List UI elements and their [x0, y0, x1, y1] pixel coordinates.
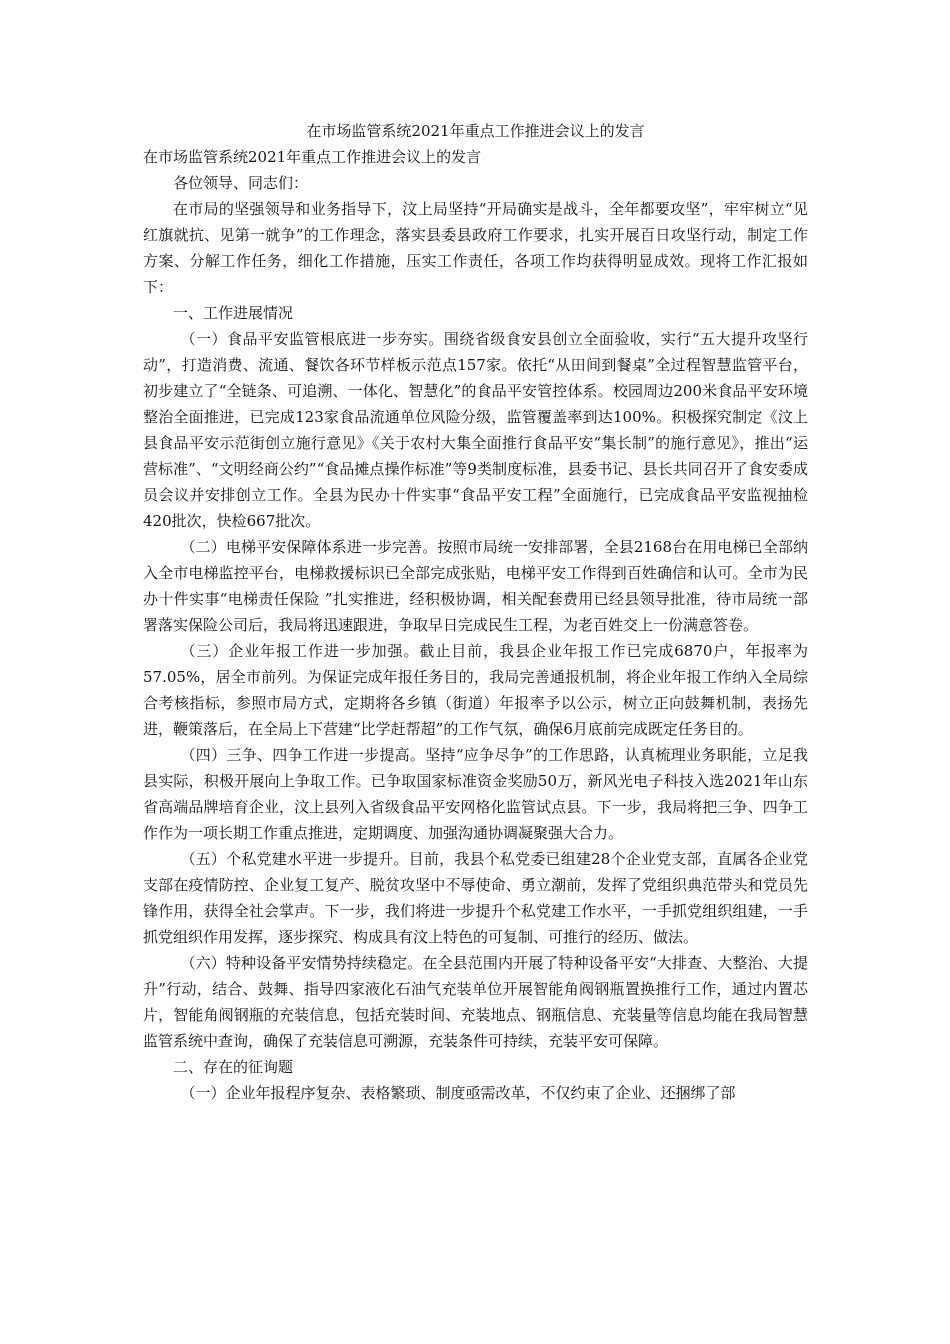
progress-item-5: （五）个私党建水平进一步提升。目前，我县个私党委已组建28个企业党支部，直属各企业党支部在疫情防控、企业复工复产、脱贫攻坚中不辱使命、勇立潮前，发挥了党组织典范带头和党员先锋作用，获得全社会掌声。下一步，我们将进一步提升个私党建工作水平，一手抓党组织组建，一手抓党组织作用发挥，逐步探究、构成具有汶上特色的可复制、可推行的经历、做法。 [143, 850, 808, 946]
progress-item-6: （六）特种设备平安情势持续稳定。在全县范围内开展了特种设备平安“大排查、大整治、大提升”行动，结合、鼓舞、指导四家液化石油气充装单位开展智能角阀钢瓶置换推行工作，通过内置芯片，智能角阀钢瓶的充装信息，包括充装时间、充装地点、钢瓶信息、充装量等信息均能在我局智慧监管系统中查询，确保了充装信息可溯源，充装条件可持续，充装平安可保障。 [143, 954, 808, 1050]
section-heading-problems: 二、存在的征询题 [173, 1058, 294, 1076]
document-subtitle: 在市场监管系统2021年重点工作推进会议上的发言 [143, 148, 482, 166]
progress-item-4: （四）三争、四争工作进一步提高。坚持“应争尽争”的工作思路，认真梳理业务职能，立足我县实际，积极开展向上争取工作。已争取国家标准资金奖励50万，新风光电子科技入选2021年山东省高端品牌培育企业，汶上县列入省级食品平安网格化监管试点县。下一步，我局将把三争、四争工作作为一项长期工作重点推进，定期调度、加强沟通协调凝聚强大合力。 [143, 746, 808, 842]
problem-item-1: （一）企业年报程序复杂、表格繁琐、制度亟需改革，不仅约束了企业、还捆绑了部 [180, 1084, 736, 1102]
document-page [143, 118, 808, 1106]
progress-item-2: （二）电梯平安保障体系进一步完善。按照市局统一安排部署，全县2168台在用电梯已全部纳入全市电梯监控平台，电梯救援标识已全部完成张贴，电梯平安工作得到百姓确信和认可。全市为民办十件实事“电梯责任保险 ”扎实推进，经积极协调，相关配套费用已经县领导批准，待市局统一部署落实保险公司后，我局将迅速跟进，争取早日完成民生工程，为老百姓交上一份满意答卷。 [143, 538, 808, 634]
section-heading-progress: 一、工作进展情况 [173, 304, 294, 322]
intro-paragraph: 在市局的坚强领导和业务指导下，汶上局坚持“开局确实是战斗，全年都要攻坚”，牢牢树立“见红旗就抗、见第一就争”的工作理念，落实县委县政府工作要求，扎实开展百日攻坚行动，制定工作方案、分解工作任务，细化工作措施，压实工作责任，各项工作均获得明显成效。现将工作汇报如下： [143, 200, 808, 296]
greeting: 各位领导、同志们： [173, 174, 309, 192]
document-title: 在市场监管系统2021年重点工作推进会议上的发言 [306, 122, 645, 140]
progress-item-3: （三）企业年报工作进一步加强。截止目前，我县企业年报工作已完成6870户，年报率为57.05%，居全市前列。为保证完成年报任务目的，我局完善通报机制，将企业年报工作纳入全局综合考核指标，参照市局方式，定期将各乡镇（街道）年报率予以公示，树立正向鼓舞机制，表扬先进，鞭策落后，在全局上下营建“比学赶帮超”的工作气氛，确保6月底前完成既定任务目的。 [143, 642, 808, 738]
progress-item-1: （一）食品平安监管根底进一步夯实。围绕省级食安县创立全面验收，实行“五大提升攻坚行动”，打造消费、流通、餐饮各环节样板示范点157家。依托“从田间到餐桌”全过程智慧监管平台，初步建立了“全链条、可追溯、一体化、智慧化”的食品平安管控体系。校园周边200米食品平安环境整治全面推进，已完成123家食品流通单位风险分级，监管覆盖率到达100%。积极探究制定《汶上县食品平安示范街创立施行意见》《关于农村大集全面推行食品平安“集长制”的施行意见》，推出“运营标准”、“文明经商公约”“食品摊点操作标准”等9类制度标准，县委书记、县长共同召开了食安委成员会议并安排创立工作。全县为民办十件实事“食品平安工程”全面施行，已完成食品平安监视抽检420批次，快检667批次。 [143, 330, 808, 530]
